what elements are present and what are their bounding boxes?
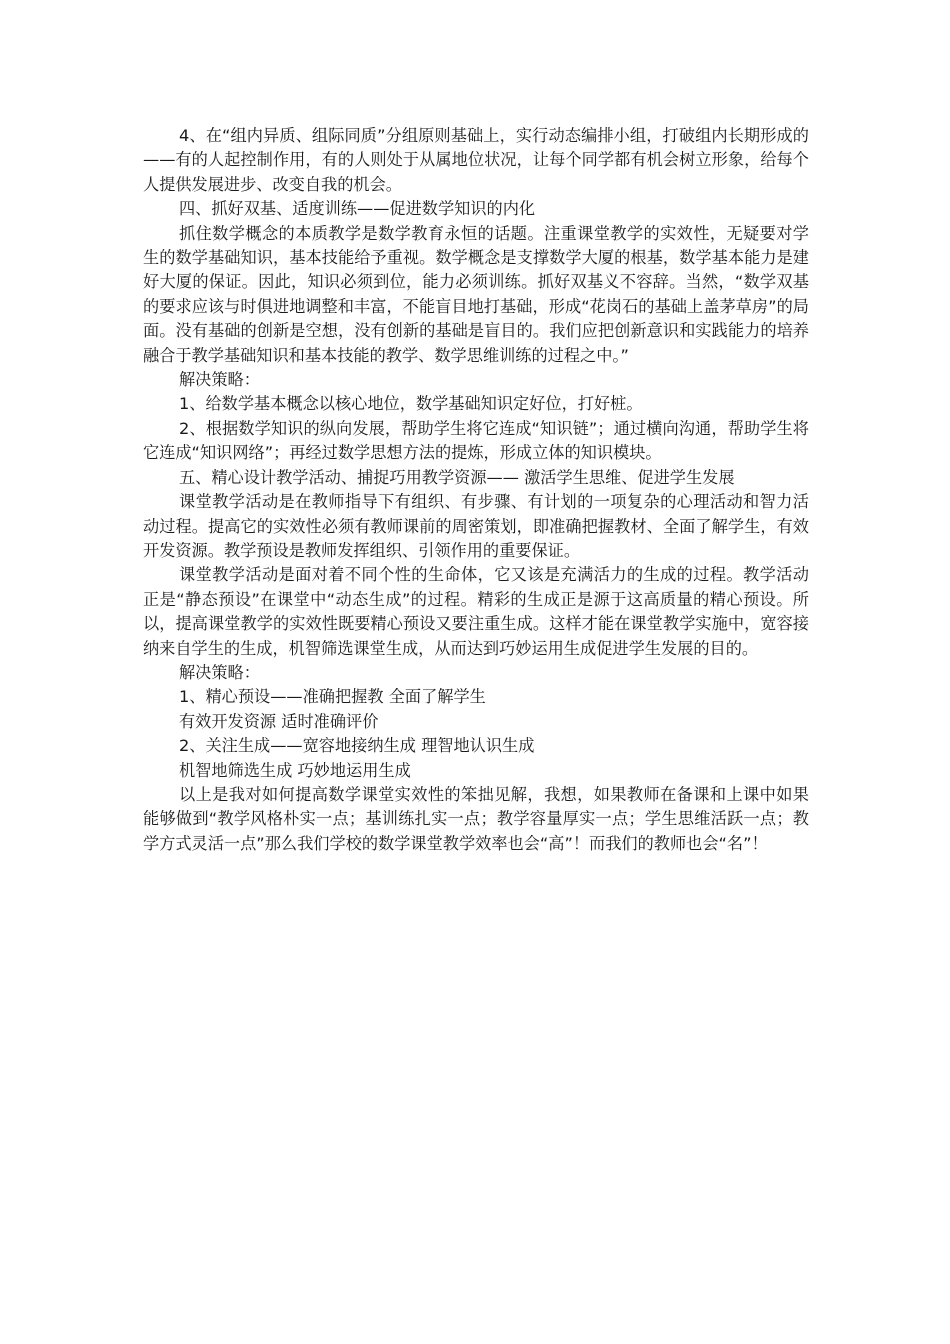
paragraph-activity-planning: 课堂教学活动是在教师指导下有组织、有步骤、有计划的一项复杂的心理活动和智力活动过程。提高它的实效性必须有教师课前的周密策划，即准确把握教材、全面了解学生，有效开发资源。教学预设是教师发挥组织、引领作用的重要保证。 xyxy=(143,492,809,560)
strategy-item-2-continued: 机智地筛选生成 巧妙地运用生成 xyxy=(179,760,411,780)
paragraph-activity-generation: 课堂教学活动是面对着不同个性的生命体，它又该是充满活力的生成的过程。教学活动正是“静态预设”在课堂中“动态生成”的过程。精彩的生成正是源于这高质量的精心预设。所以，提高课堂教学的实效性既要精心预设又要注重生成。这样才能在课堂教学实施中，宽容接纳来自学生的生成，机智筛选课堂生成，从而达到巧妙运用生成促进学生发展的目的。 xyxy=(143,565,809,658)
strategy-item-1: 1、精心预设——准确把握教 全面了解学生 xyxy=(179,687,486,707)
paragraph-grouping: 4、在“组内异质、组际同质”分组原则基础上，实行动态编排小组，打破组内长期形成的——有的人起控制作用，有的人则处于从属地位状况，让每个同学都有机会树立形象，给每个人提供发展进步、改变自我的机会。 xyxy=(143,126,809,194)
section-heading-four: 四、抓好双基、适度训练——促进数学知识的内化 xyxy=(179,199,536,219)
document-body xyxy=(143,124,809,856)
strategy-item-1: 1、给数学基本概念以核心地位，数学基础知识定好位，打好桩。 xyxy=(179,394,643,414)
strategy-label: 解决策略： xyxy=(179,662,260,682)
strategy-item-2: 2、关注生成——宽容地接纳生成 理智地认识生成 xyxy=(179,736,535,756)
strategy-item-2: 2、根据数学知识的纵向发展，帮助学生将它连成“知识链”；通过横向沟通，帮助学生将它连成“知识网络”；再经过数学思想方法的提炼，形成立体的知识模块。 xyxy=(143,418,809,463)
paragraph-conclusion: 以上是我对如何提高数学课堂实效性的笨拙见解，我想，如果教师在备课和上课中如果能够做到“教学风格朴实一点；基训练扎实一点；教学容量厚实一点；学生思维活跃一点；教学方式灵活一点”那么我们学校的数学课堂教学效率也会“高”！而我们的教师也会“名”！ xyxy=(143,784,809,853)
strategy-label: 解决策略： xyxy=(179,370,260,390)
paragraph-fundamentals: 抓住数学概念的本质教学是数学教育永恒的话题。注重课堂教学的实效性，无疑要对学生的数学基础知识，基本技能给予重视。数学概念是支撑数学大厦的根基，数学基本能力是建好大厦的保证。因此，知识必须到位，能力必须训练。抓好双基义不容辞。当然，“数学双基的要求应该与时俱进地调整和丰富，不能盲目地打基础，形成“花岗石的基础上盖茅草房”的局面。没有基础的创新是空想，没有创新的基础是盲目的。我们应把创新意识和实践能力的培养融合于教学基础知识和基本技能的教学、数学思维训练的过程之中。” xyxy=(143,223,809,365)
strategy-item-1-continued: 有效开发资源 适时准确评价 xyxy=(179,711,379,731)
section-heading-five: 五、精心设计教学活动、捕捉巧用教学资源—— 激活学生思维、促进学生发展 xyxy=(179,467,735,487)
